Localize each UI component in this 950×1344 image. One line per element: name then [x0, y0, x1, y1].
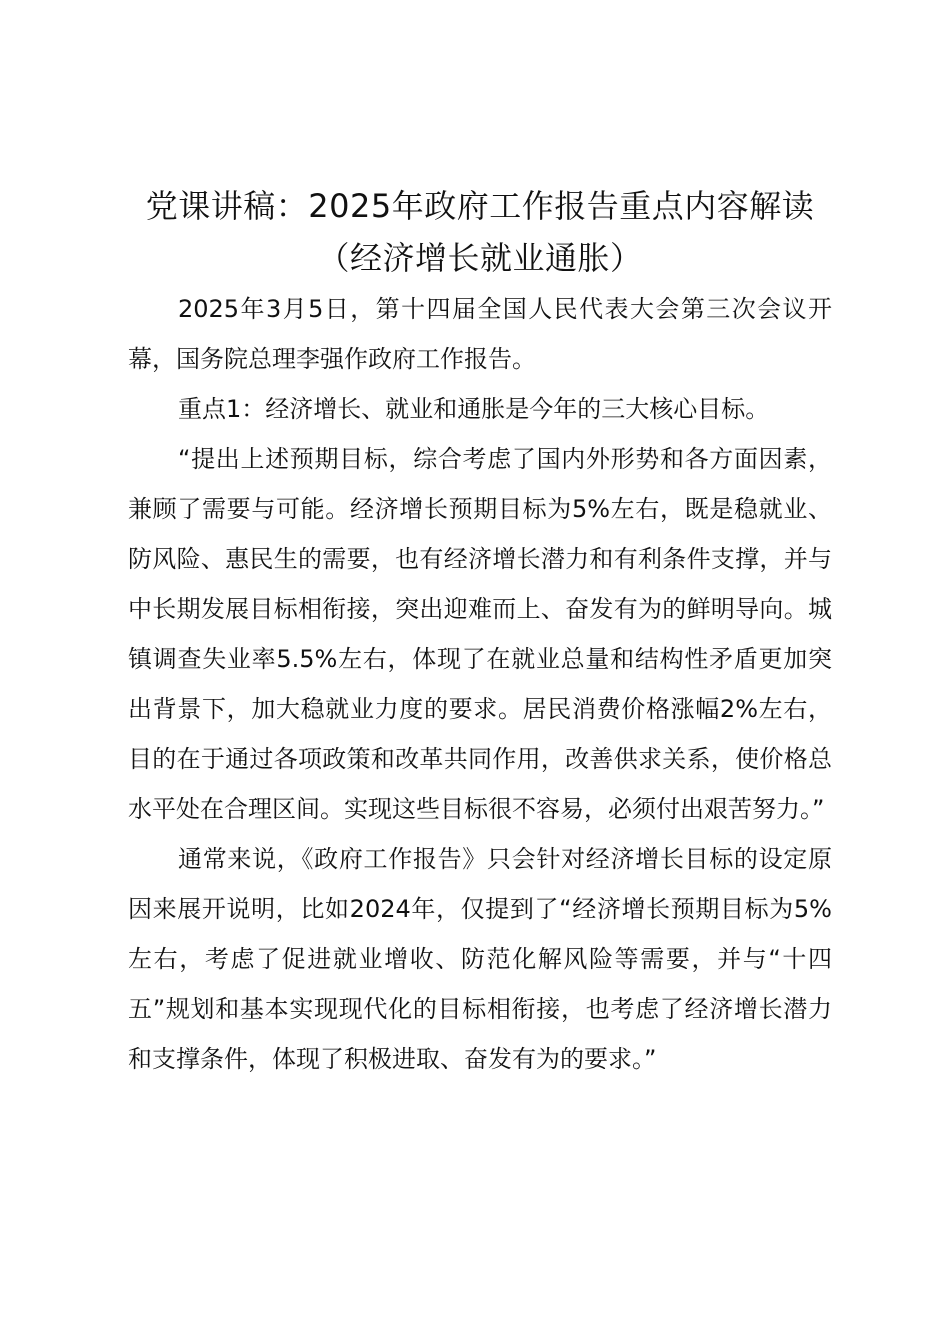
document-body	[128, 180, 832, 1084]
paragraph-key-point-1: 重点1：经济增长、就业和通胀是今年的三大核心目标。	[178, 395, 770, 423]
paragraph-opening: 2025年3月5日，第十四届全国人民代表大会第三次会议开幕，国务院总理李强作政府工作报告。	[128, 295, 832, 373]
document-title: 党课讲稿：2025年政府工作报告重点内容解读（经济增长就业通胀）	[145, 187, 815, 277]
paragraph-quote-targets: “提出上述预期目标，综合考虑了国内外形势和各方面因素，兼顾了需要与可能。经济增长预期目标为5%左右，既是稳就业、防风险、惠民生的需要，也有经济增长潜力和有利条件支撑，并与中长期发展目标相衔接，突出迎难而上、奋发有为的鲜明导向。城镇调查失业率5.5%左右，体现了在就业总量和结构性矛盾更加突出背景下，加大稳就业力度的要求。居民消费价格涨幅2%左右，目的在于通过各项政策和改革共同作用，改善供求关系，使价格总水平处在合理区间。实现这些目标很不容易，必须付出艰苦努力。”	[128, 445, 832, 823]
paragraph-comparison-2024: 通常来说，《政府工作报告》只会针对经济增长目标的设定原因来展开说明，比如2024年，仅提到了“经济增长预期目标为5%左右，考虑了促进就业增收、防范化解风险等需要，并与“十四五”规划和基本实现现代化的目标相衔接，也考虑了经济增长潜力和支撑条件，体现了积极进取、奋发有为的要求。”	[128, 845, 832, 1073]
